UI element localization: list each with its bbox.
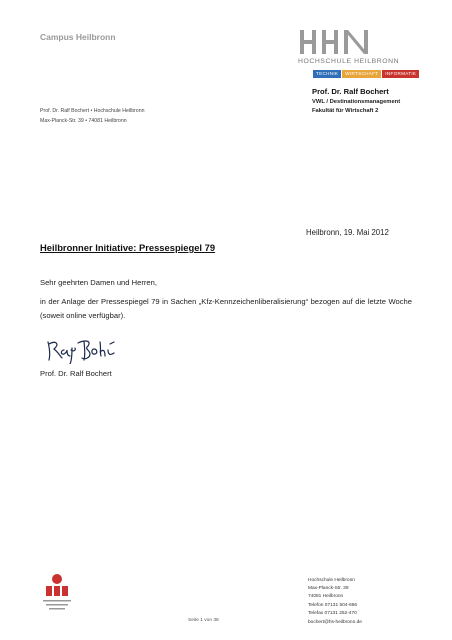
footer-line: Telefon 07131 504-656 <box>308 603 358 608</box>
sender-faculty: Fakultät für Wirtschaft 2 <box>312 108 379 114</box>
footer-line: Hochschule Heilbronn <box>308 578 355 583</box>
certification-seal <box>40 572 74 612</box>
logo-subtitle: HOCHSCHULE HEILBRONN <box>298 58 400 65</box>
signature <box>44 336 120 364</box>
tag-wirtschaft: WIRTSCHAFT <box>342 70 381 78</box>
sender-name: Prof. Dr. Ralf Bochert <box>312 87 389 96</box>
footer-line: Telefax 07131 252-470 <box>308 611 357 616</box>
tag-informatik: INFORMATIK <box>382 70 419 78</box>
letter-body: in der Anlage der Pressespiegel 79 in Sachen „Kfz-Kennzeichenliberalisierung“ bezogen auf die letzte Woche (soweit online verfügbar). <box>40 297 412 320</box>
letter-date: Heilbronn, 19. Mai 2012 <box>306 228 389 237</box>
page-number: Seite 1 von 38 <box>188 618 219 623</box>
return-address-line1: Prof. Dr. Ralf Bochert • Hochschule Heilbronn <box>40 108 145 114</box>
footer-email: bochert@hs-heilbronn.de <box>308 620 362 625</box>
sender-department: VWL / Destinationsmanagement <box>312 99 401 105</box>
letter-subject: Heilbronner Initiative: Pressespiegel 79 <box>40 242 216 253</box>
footer-line: 74081 Heilbronn <box>308 594 344 599</box>
campus-label: Campus Heilbronn <box>40 32 116 42</box>
return-address-line2: Max-Planck-Str. 39 • 74081 Heilbronn <box>40 118 127 124</box>
closing-name: Prof. Dr. Ralf Bochert <box>40 369 112 378</box>
footer-line: Max-Planck-Str. 39 <box>308 586 349 591</box>
faculty-tags <box>313 70 419 78</box>
tag-technik: TECHNIK <box>313 70 341 78</box>
salutation: Sehr geehrten Damen und Herren, <box>40 278 157 287</box>
